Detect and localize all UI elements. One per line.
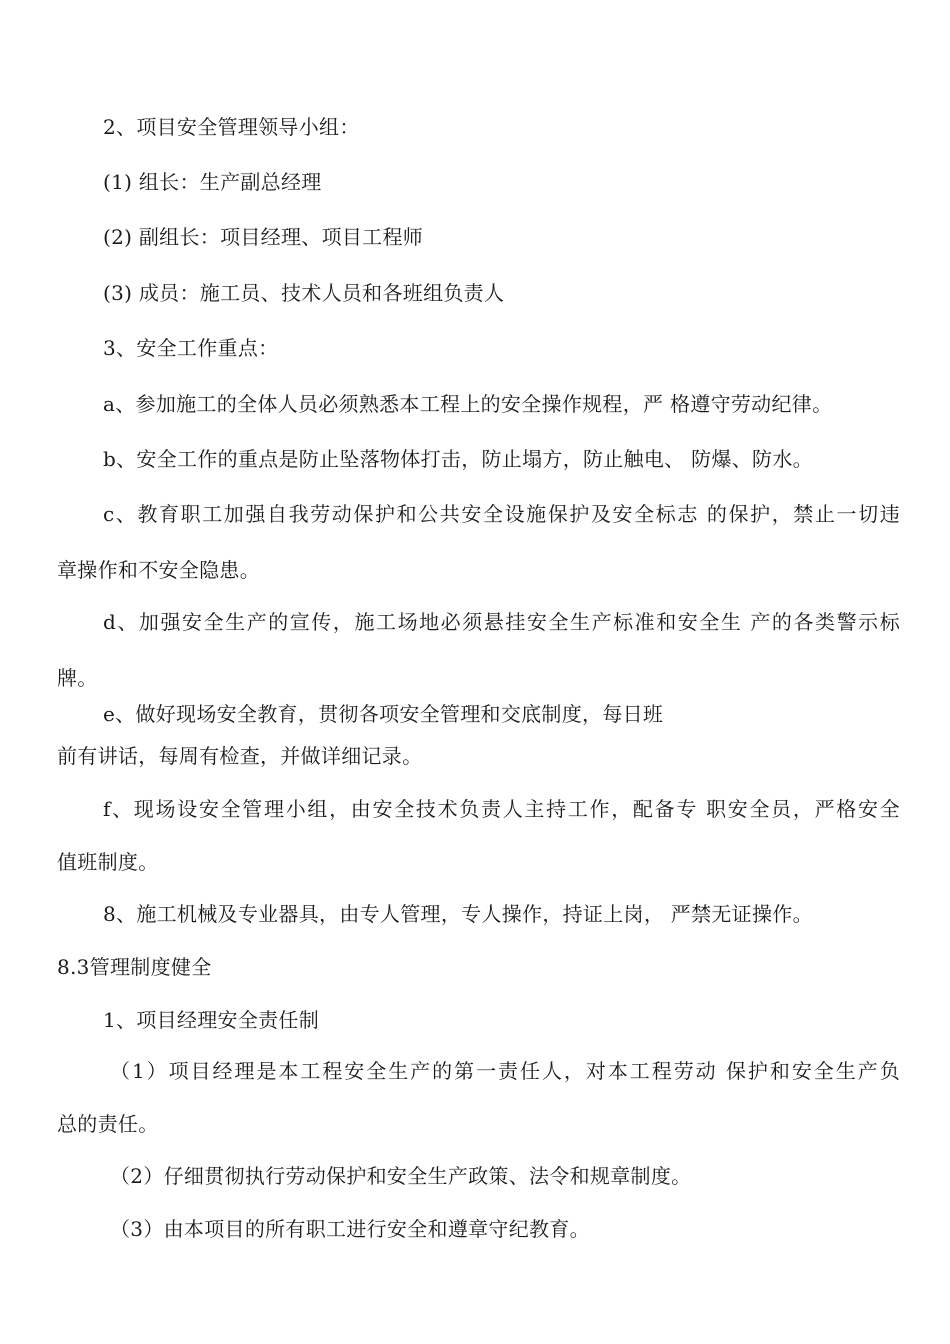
pm-item-1-line1: （1）项目经理是本工程安全生产的第一责任人，对本工程劳动 保护和安全生产负 — [110, 1059, 900, 1083]
pm-item-2: （2）仔细贯彻执行劳动保护和安全生产政策、法令和规章制度。 — [110, 1164, 692, 1188]
pm-item-1-line2: 总的责任。 — [57, 1112, 159, 1136]
pm-item-3: （3）由本项目的所有职工进行安全和遵章守纪教育。 — [110, 1217, 590, 1241]
members-line: (3) 成员：施工员、技术人员和各班组负责人 — [103, 281, 505, 305]
safety-item-c-line1: c、教育职工加强自我劳动保护和公共安全设施保护及安全标志 的保护，禁止一切违 — [103, 502, 900, 526]
section-heading-safety-focus: 3、安全工作重点： — [103, 336, 279, 360]
safety-item-a: a、参加施工的全体人员必须熟悉本工程上的安全操作规程，严 格遵守劳动纪律。 — [103, 392, 833, 416]
safety-item-e-line2: 前有讲话，每周有检查，并做详细记录。 — [57, 744, 423, 768]
group-leader-line: (1) 组长：生产副总经理 — [103, 170, 322, 194]
safety-item-c-line2: 章操作和不安全隐患。 — [57, 558, 260, 582]
safety-item-b: b、安全工作的重点是防止坠落物体打击，防止塌方，防止触电、 防爆、防水。 — [103, 447, 813, 471]
deputy-leader-line: (2) 副组长：项目经理、项目工程师 — [103, 225, 424, 249]
subsection-heading-pm-responsibility: 1、项目经理安全责任制 — [103, 1008, 320, 1032]
safety-item-f-line1: f、现场设安全管理小组，由安全技术负责人主持工作，配备专 职安全员，严格安全 — [103, 797, 900, 821]
section-heading-8-3: 8.3管理制度健全 — [57, 955, 212, 979]
section-heading-leadership-group: 2、项目安全管理领导小组： — [103, 115, 360, 139]
safety-item-f-line2: 值班制度。 — [57, 850, 159, 874]
safety-item-d-line2: 牌。 — [57, 666, 98, 690]
safety-item-d-line1: d、加强安全生产的宣传，施工场地必须悬挂安全生产标准和安全生 产的各类警示标 — [103, 610, 900, 634]
safety-item-e-line1: e、做好现场安全教育，贯彻各项安全管理和交底制度，每日班 — [103, 702, 664, 726]
machinery-management-line: 8、施工机械及专业器具，由专人管理，专人操作，持证上岗， 严禁无证操作。 — [103, 902, 813, 926]
